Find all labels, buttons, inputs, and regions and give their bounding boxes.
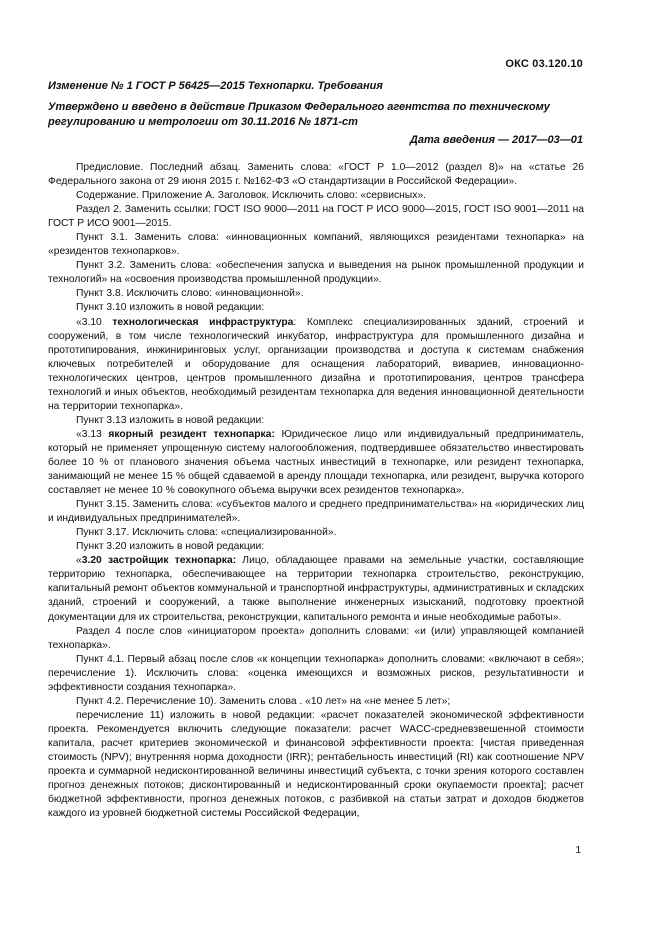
paragraph xyxy=(48,540,584,554)
paragraph-text: Раздел 4 после слов «инициатором проекта» дополнить словами: «и (или) управляющей компанией технопарка». xyxy=(48,625,584,651)
paragraph-text: Лицо, обладающее правами на земельные участки, составляющие территорию технопарка, обеспечивающее на территории технопарка строительство, реконструкцию, капитальный ремонт объектов коммунальной и транспортной инфраструктуры, административных и складских зданий, строений и сооружений, а также выполнение инженерных изысканий, подготовку проектной документации для их строительства, реконструкции, капитального ремонта и иные необходимые работы». xyxy=(48,555,584,623)
paragraph xyxy=(48,554,584,624)
paragraph xyxy=(48,287,584,301)
paragraph-text: перечисление 11) изложить в новой редакции: «расчет показателей экономической эффективности проекта. Рекомендуется включить следующие показатели: расчет WACC-средневзвешенной стоимости капитала, расчет критериев экономической и финансовой эффективности проекта: [чистая приведенная стоимость (NPV); внутренняя норма доходности (IRR); рентабельность инвестиций (RI) как соотношение NPV проекта и суммарной недисконтированной величины инвестиций субъекта, с точки зрения которого составлен прогноз денежных потоков; дисконтированный и недисконтированный сроки окупаемости проекта]; расчет бюджетной эффективности, прогноз денежных потоков, с разбивкой на статьи затрат и доходов бюджетов каждого из уровней бюджетной системы Российской Федерации, xyxy=(48,709,584,820)
paragraph-text: Пункт 3.17. Исключить слова: «специализированной». xyxy=(76,527,337,539)
paragraph-text: Пункт 4.2. Перечисление 10). Заменить слова . «10 лет» на «не менее 5 лет»; xyxy=(76,695,451,707)
paragraph xyxy=(48,316,584,414)
paragraph-text: Пункт 3.15. Заменить слова: «субъектов малого и среднего предпринимательства» на «юридических лиц и индивидуальных предпринимателей». xyxy=(48,499,584,525)
defined-term: 3.20 застройщик технопарка: xyxy=(81,555,237,567)
paragraph-text: Предисловие. Последний абзац. Заменить слова: «ГОСТ Р 1.0—2012 (раздел 8)» на «статье 26 Федерального закона от 29 июня 2015 г. №162-ФЗ «О стандартизации в Российской Федерации». xyxy=(48,162,584,188)
paragraph-text: Пункт 3.13 изложить в новой редакции: xyxy=(76,414,265,426)
approval-statement: Утверждено и введено в действие Приказом Федерального агентства по техническому регулированию и метрологии от 30.11.2016 № 1871-ст xyxy=(48,101,550,128)
paragraph xyxy=(48,695,584,709)
paragraph xyxy=(48,498,584,526)
paragraph xyxy=(48,653,584,695)
paragraph-text: Пункт 3.10 изложить в новой редакции: xyxy=(76,302,265,314)
paragraph-text: Юридическое лицо или индивидуальный предприниматель, который не применяет упрощенную систему налогообложения, подтвердившее обязательство инвестировать более 10 % от планового значения объема частных инвестиций в технопарке, или резидент технопарка, занимающий не менее 15 % общей сдаваемой в аренду площади технопарка, или резидент, выручка которого составляет не менее 10 % совокупного объема выручки всех резидентов технопарка». xyxy=(48,428,584,497)
paragraph-prefix: «3.10 xyxy=(76,316,113,328)
effective-date: Дата введения — 2017—03—01 xyxy=(409,134,583,146)
defined-term: якорный резидент технопарка: xyxy=(108,428,275,440)
paragraph-text: Пункт 3.1. Заменить слова: «инновационных компаний, являющихся резидентами технопарка» на «резидентов технопарков». xyxy=(48,232,584,258)
paragraph-text: Содержание. Приложение А. Заголовок. Исключить слово: «сервисных». xyxy=(76,190,426,202)
paragraph xyxy=(48,203,584,231)
paragraph xyxy=(48,259,584,287)
paragraph-text: Пункт 3.2. Заменить слова: «обеспечения запуска и выведения на рынок промышленной продукции и технологий» на «освоения производства промышленной продукции». xyxy=(48,260,584,286)
document-body xyxy=(48,161,584,821)
paragraph xyxy=(48,189,584,203)
paragraph-text: Пункт 3.8. Исключить слово: «инновационной». xyxy=(76,288,304,300)
document-title: Изменение № 1 ГОСТ Р 56425—2015 Технопарки. Требования xyxy=(48,80,383,92)
paragraph xyxy=(48,709,584,821)
defined-term: технологическая инфраструктура xyxy=(112,316,294,328)
paragraph-prefix: «3.13 xyxy=(76,428,109,440)
paragraph xyxy=(48,428,584,498)
paragraph xyxy=(48,161,584,189)
paragraph-text: Раздел 2. Заменить ссылки: ГОСТ ISO 9000—2011 на ГОСТ Р ИСО 9000—2015, ГОСТ ISO 9001—2011 на ГОСТ Р ИСО 9001—2015. xyxy=(48,204,584,230)
paragraph xyxy=(48,625,584,653)
paragraph xyxy=(48,231,584,259)
paragraph-prefix: « xyxy=(76,555,82,567)
paragraph xyxy=(48,414,584,428)
paragraph-text: Пункт 3.20 изложить в новой редакции: xyxy=(76,541,265,553)
page-number: 1 xyxy=(575,845,581,856)
paragraph xyxy=(48,526,584,540)
classification-code: ОКС 03.120.10 xyxy=(505,58,583,70)
paragraph-text: Пункт 4.1. Первый абзац после слов «к концепции технопарка» дополнить словами: «включают в себя»; перечисление 1). Исключить слова: «оценка имеющихся и возможных рисков, результативности и эффективности создания технопарка». xyxy=(48,653,584,693)
paragraph xyxy=(48,301,584,315)
paragraph-text: : Комплекс специализированных зданий, строений и сооружений, в том числе технологический инкубатор, инфраструктура для промышленного дизайна и прототипирования, инжиниринговых услуг, организации производства и доступа к системам снабжения ключевых потребителей и оборудование для оснащения лабораторий, вивариев, инновационно-технологических центров, центров промышленного дизайна и прототипирования, центров трансфера технологий и иных объектов, необходимый резидентам технопарка для ведения инновационной деятельности на территории технопарка». xyxy=(48,316,584,412)
